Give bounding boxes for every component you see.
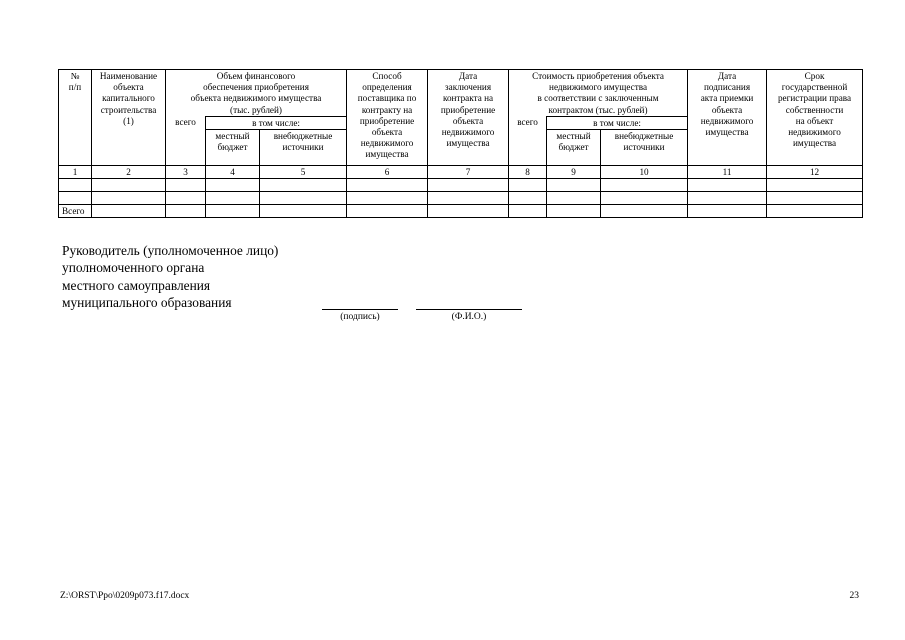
column-number: 5 xyxy=(260,166,347,179)
column-number: 8 xyxy=(509,166,547,179)
table-cell xyxy=(547,179,601,192)
table-cell xyxy=(92,179,166,192)
header-method: Способ определения поставщика по контракту на приобретение объекта недвижимого имущества xyxy=(347,70,428,166)
table-cell xyxy=(688,179,767,192)
signature-line: муниципального образования xyxy=(62,295,232,311)
table-row xyxy=(59,192,863,205)
column-number: 3 xyxy=(166,166,206,179)
table-cell xyxy=(166,205,206,218)
table-cell xyxy=(59,179,92,192)
table-cell xyxy=(767,205,863,218)
table-cell xyxy=(166,179,206,192)
name-caption: (Ф.И.О.) xyxy=(451,312,487,322)
total-row-label: Всего xyxy=(59,205,92,218)
header-cost-extrabudgetary: внебюджетные источники xyxy=(601,130,688,166)
table-cell xyxy=(428,179,509,192)
column-number-row xyxy=(59,166,863,179)
table-cell xyxy=(688,205,767,218)
footer-file-path: Z:\ORST\Ppo\0209p073.f17.docx xyxy=(60,591,190,601)
table-cell xyxy=(347,192,428,205)
header-financing-extrabudgetary: внебюджетные источники xyxy=(260,130,347,166)
column-number: 7 xyxy=(428,166,509,179)
name-underline xyxy=(416,309,522,310)
table-cell xyxy=(347,205,428,218)
header-cost-local-budget: местный бюджет xyxy=(547,130,601,166)
column-number: 9 xyxy=(547,166,601,179)
report-table xyxy=(58,69,863,218)
table-cell xyxy=(260,205,347,218)
table-cell xyxy=(428,192,509,205)
table-cell xyxy=(206,205,260,218)
table-cell xyxy=(166,192,206,205)
table-cell xyxy=(260,192,347,205)
table-cell xyxy=(206,192,260,205)
table-cell xyxy=(601,179,688,192)
table-cell xyxy=(688,192,767,205)
table-cell xyxy=(547,192,601,205)
signature-line: уполномоченного органа xyxy=(62,260,205,276)
header-cost-total: всего xyxy=(509,116,547,165)
column-number: 4 xyxy=(206,166,260,179)
signature-line: местного самоуправления xyxy=(62,277,211,293)
header-cost-including: в том числе: xyxy=(547,116,688,129)
table-cell xyxy=(547,205,601,218)
table-cell xyxy=(601,205,688,218)
column-number: 12 xyxy=(767,166,863,179)
total-row xyxy=(59,205,863,218)
header-financing-total: всего xyxy=(166,116,206,165)
header-financing: Объем финансового обеспечения приобретения объекта недвижимого имущества (тыс. рублей) xyxy=(166,70,347,117)
header-contract-date: Дата заключения контракта на приобретение объекта недвижимого имущества xyxy=(428,70,509,166)
table-cell xyxy=(92,205,166,218)
table-cell xyxy=(767,179,863,192)
table-cell xyxy=(92,192,166,205)
table-cell xyxy=(206,179,260,192)
table-cell xyxy=(59,192,92,205)
table-cell xyxy=(509,192,547,205)
signature-underline xyxy=(322,309,398,310)
column-number: 6 xyxy=(347,166,428,179)
table-cell xyxy=(260,179,347,192)
table-row xyxy=(59,179,863,192)
table-cell xyxy=(509,179,547,192)
signature-line: Руководитель (уполномоченное лицо) xyxy=(62,243,279,258)
column-number: 1 xyxy=(59,166,92,179)
table-cell xyxy=(428,205,509,218)
table-cell xyxy=(347,179,428,192)
table-cell xyxy=(509,205,547,218)
header-registration: Срок государственной регистрации права собственности на объект недвижимого имущества xyxy=(767,70,863,166)
column-number: 11 xyxy=(688,166,767,179)
column-number: 2 xyxy=(92,166,166,179)
header-financing-local-budget: местный бюджет xyxy=(206,130,260,166)
signature-caption: (подпись) xyxy=(340,312,380,322)
page-number: 23 xyxy=(849,591,859,601)
header-num: № п/п xyxy=(59,70,92,166)
header-act-date: Дата подписания акта приемки объекта недвижимого имущества xyxy=(688,70,767,166)
header-row-1 xyxy=(59,70,863,117)
header-financing-including: в том числе: xyxy=(206,116,347,129)
table-cell xyxy=(767,192,863,205)
table-cell xyxy=(601,192,688,205)
header-cost: Стоимость приобретения объекта недвижимого имущества в соответствии с заключенным контрактом (тыс. рублей) xyxy=(509,70,688,117)
header-name: Наименование объекта капитального строительства (1) xyxy=(92,70,166,166)
signature-title xyxy=(62,242,278,312)
column-number: 10 xyxy=(601,166,688,179)
